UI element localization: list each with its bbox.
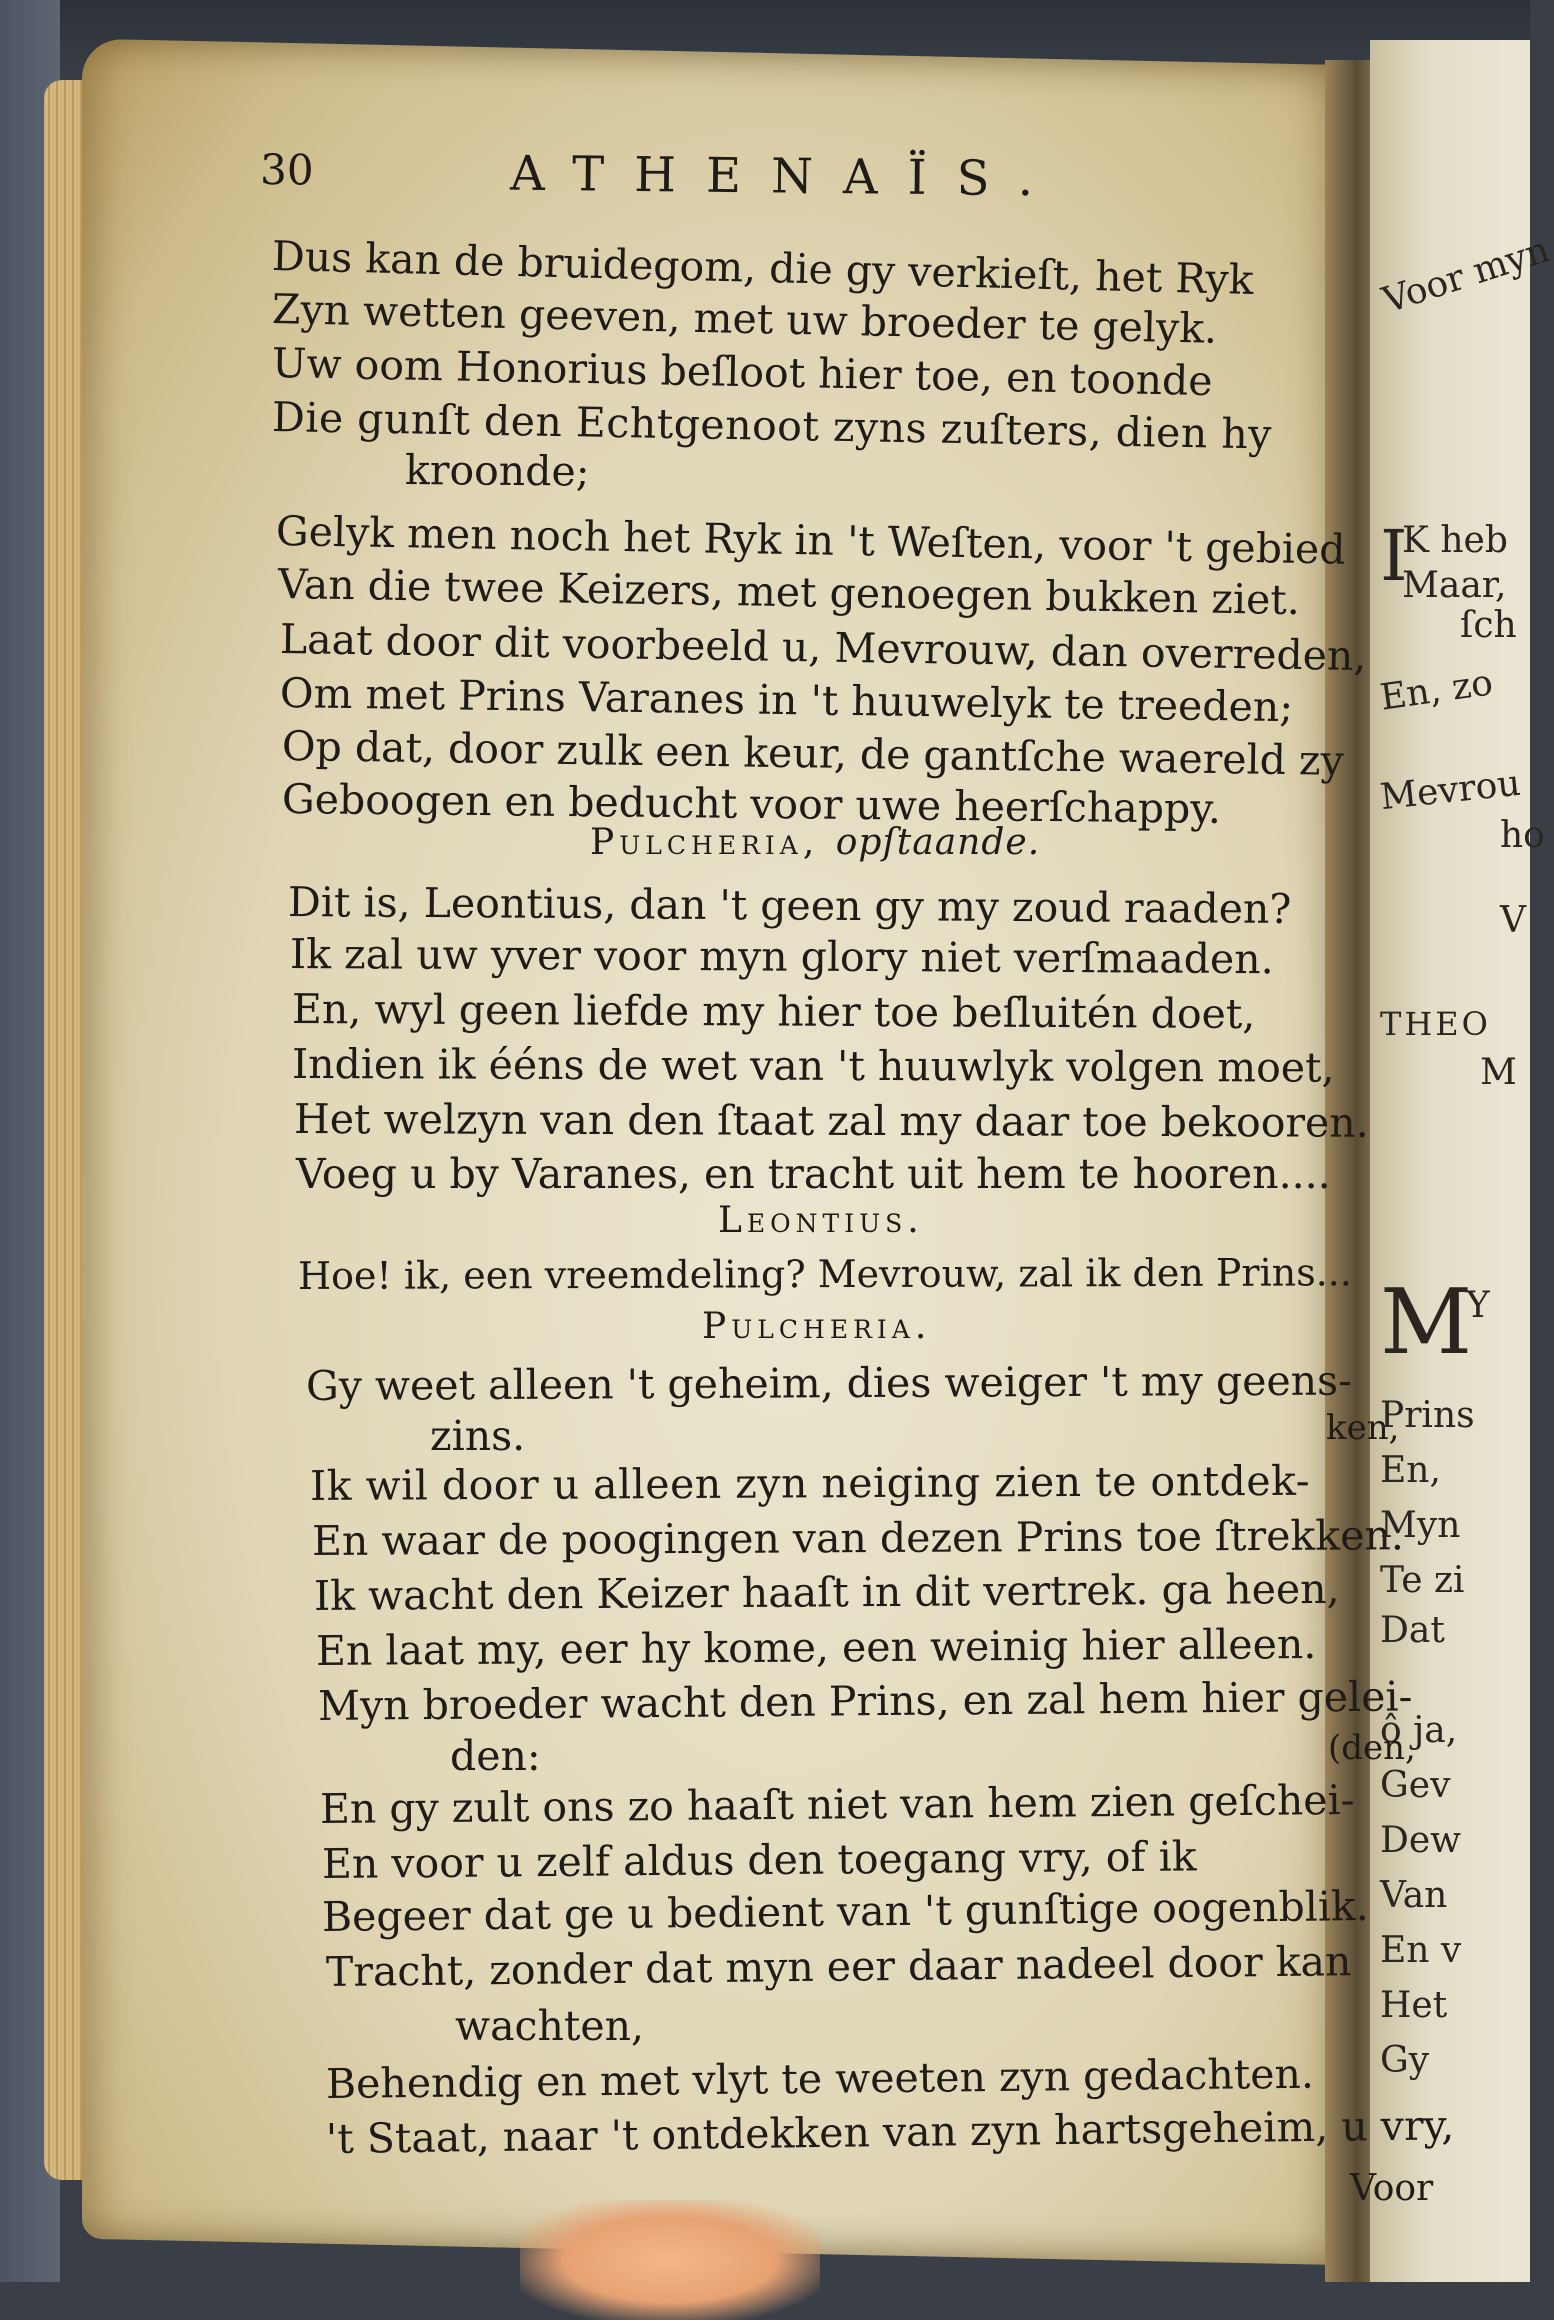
verse-line: Gy weet alleen 't geheim, dies weiger 't my geens- bbox=[305, 1356, 1353, 1410]
verse-line: Laat door dit voorbeeld u, Mevrouw, dan overreden, bbox=[279, 615, 1367, 681]
right-page-line: En v bbox=[1380, 1930, 1462, 1971]
right-page-line: ho bbox=[1500, 815, 1545, 856]
verse-line-runover: ken, bbox=[1326, 1408, 1400, 1448]
right-page-line: Prins bbox=[1380, 1395, 1475, 1436]
verse-line: Het welzyn van den ſtaat zal my daar toe bekooren. bbox=[293, 1095, 1369, 1147]
verse-line: Myn broeder wacht den Prins, en zal hem hier gelei- bbox=[317, 1672, 1413, 1730]
verse-line: Dus kan de bruidegom, die gy verkieſt, het Ryk bbox=[271, 232, 1255, 304]
catchword: Voor bbox=[1350, 2168, 1434, 2209]
verse-line: Begeer dat ge u bedient van 't gunſtige oogenblik. bbox=[321, 1882, 1370, 1941]
verse-line: Op dat, door zulk een keur, de gantſche waereld zy bbox=[281, 722, 1345, 785]
verse-line: Van die twee Keizers, met genoegen bukken ziet. bbox=[277, 560, 1301, 625]
right-page-line: V bbox=[1500, 900, 1526, 941]
verse-line-continuation: den: bbox=[450, 1732, 541, 1780]
right-page-line: ſch bbox=[1460, 605, 1517, 646]
right-page-line: Voor myn bbox=[1377, 229, 1554, 322]
verse-line-continuation: kroonde; bbox=[404, 446, 590, 496]
page-number: 30 bbox=[259, 145, 314, 195]
verse-line: Die gunſt den Echtgenoot zyns zuſters, dien hy bbox=[271, 393, 1273, 459]
speaker-name: Pulcheria. bbox=[702, 1306, 932, 1347]
speaker-pulcheria bbox=[702, 1306, 931, 1347]
verse-line-continuation: wachten, bbox=[455, 2002, 645, 2050]
right-page-line: THEO bbox=[1380, 1005, 1491, 1043]
stage-direction: opſtaande. bbox=[835, 822, 1041, 863]
verse-line: En waar de poogingen van dezen Prins toe ſtrekken. bbox=[311, 1511, 1404, 1565]
verse-line: Ik wil door u alleen zyn neiging zien te ontdek- bbox=[309, 1456, 1311, 1510]
verse-line-continuation: zins. bbox=[430, 1412, 526, 1460]
right-page-line: ô ja, bbox=[1380, 1710, 1458, 1751]
right-page-line: Mevrou bbox=[1378, 762, 1523, 819]
right-page-line: Dat bbox=[1380, 1610, 1445, 1651]
verse-line: Gelyk men noch het Ryk in 't Weſten, voor 't gebied bbox=[275, 507, 1346, 574]
verse-line: Ik zal uw yver voor myn glory niet verſmaaden. bbox=[289, 930, 1274, 984]
speaker-name: Leontius. bbox=[718, 1200, 924, 1241]
right-page-line: Gy bbox=[1380, 2040, 1430, 2081]
verse-line: 't Staat, naar 't ontdekken van zyn hartsgeheim, u vry, bbox=[325, 2101, 1455, 2163]
right-page-line: En, bbox=[1380, 1450, 1441, 1491]
right-page-line: Gev bbox=[1380, 1765, 1451, 1806]
verse-line: Uw oom Honorius beſloot hier toe, en toonde bbox=[271, 339, 1214, 406]
speaker-name: Pulcheria, bbox=[590, 822, 820, 863]
right-page-line: Maar, bbox=[1402, 565, 1507, 606]
verse-line: En laat my, eer hy kome, een weinig hier alleen. bbox=[315, 1620, 1317, 1675]
verse-line: En, wyl geen liefde my hier toe beſluitén doet, bbox=[291, 985, 1256, 1039]
speaker-pulcheria bbox=[590, 822, 1040, 863]
drop-cap: M bbox=[1380, 1270, 1473, 1375]
right-page-line: Te zi bbox=[1380, 1560, 1465, 1601]
verse-line: Dit is, Leontius, dan 't geen gy my zoud raaden? bbox=[287, 878, 1292, 934]
right-page-line: Van bbox=[1380, 1875, 1448, 1916]
right-page-line: K heb bbox=[1402, 520, 1508, 561]
verse-line: Geboogen en beducht voor uwe heerſchappy. bbox=[281, 775, 1222, 833]
right-page-line: Y bbox=[1466, 1285, 1490, 1326]
speaker-leontius bbox=[718, 1200, 924, 1241]
right-page-text bbox=[1377, 0, 1554, 2282]
verse-line: Behendig en met vlyt te weeten zyn gedachten. bbox=[325, 2049, 1315, 2108]
verse-line: En voor u zelf aldus den toegang vry, of ik bbox=[321, 1832, 1197, 1888]
right-page-line: Het bbox=[1380, 1985, 1448, 2026]
right-page-line: Myn bbox=[1380, 1505, 1461, 1546]
verse-line: Voeg u by Varanes, en tracht uit hem te hooren.... bbox=[296, 1150, 1331, 1198]
right-page-line: En, zo bbox=[1377, 662, 1496, 719]
running-title: ATHENAÏS. bbox=[509, 145, 1064, 208]
right-page-line: Dew bbox=[1380, 1820, 1461, 1861]
verse-line: Om met Prins Varanes in 't huuwelyk te treeden; bbox=[279, 669, 1294, 732]
verse-line: En gy zult ons zo haaſt niet van hem zien geſchei- bbox=[319, 1775, 1355, 1833]
verse-line: Indien ik ééns de wet van 't huuwlyk volgen moet, bbox=[291, 1040, 1335, 1092]
right-page-line: I bbox=[1380, 515, 1408, 597]
verse-line: Zyn wetten geeven, met uw broeder te gelyk. bbox=[271, 285, 1218, 353]
verse-line-runover: (den, bbox=[1328, 1728, 1416, 1768]
verse-line: Tracht, zonder dat myn eer daar nadeel door kan bbox=[325, 1937, 1352, 1996]
verse-line: Hoe! ik, een vreemdeling? Mevrouw, zal ik den Prins... bbox=[297, 1250, 1353, 1298]
verse-line: Ik wacht den Keizer haaſt in dit vertrek. ga heen, bbox=[313, 1564, 1340, 1620]
right-page-line: M bbox=[1480, 1052, 1517, 1093]
